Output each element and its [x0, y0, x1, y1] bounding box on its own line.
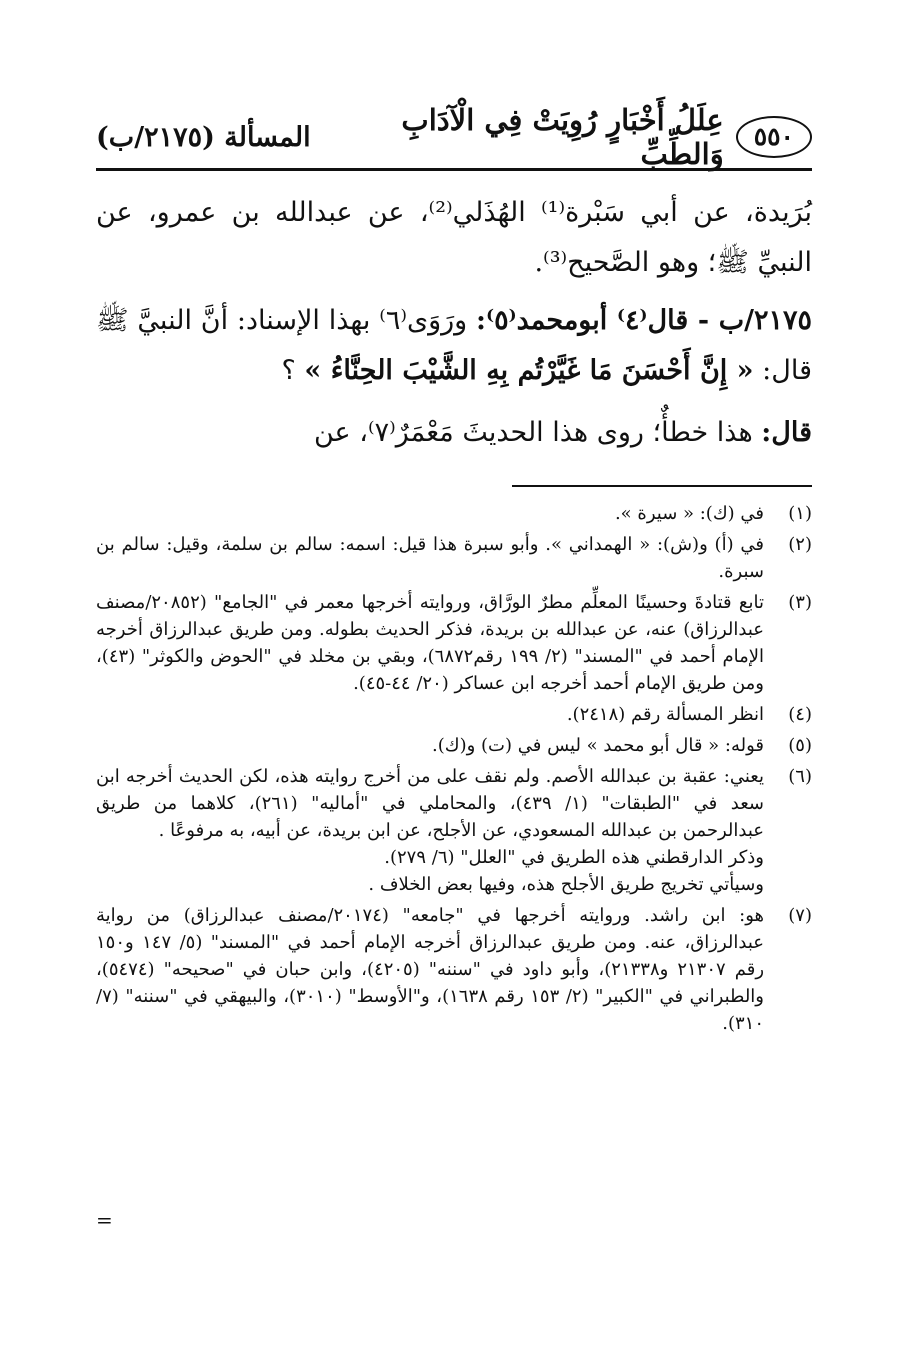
- footnote: [96, 531, 812, 585]
- footnotes: [96, 500, 812, 1041]
- footnote-number: (٥): [788, 735, 812, 756]
- entry-heading: ٢١٧٥/ب - قال⁽٤⁾ أبومحمد⁽٥⁾:: [476, 305, 813, 336]
- footnote-text: قوله: « قال أبو محمد » ليس في (ت) و(ك).: [432, 735, 764, 756]
- footnote: [96, 763, 812, 898]
- qala-label: قال:: [761, 417, 812, 448]
- footnote-text: هو: ابن راشد. وروايته أخرجها في "جامعه" (٢٠١٧٤/مصنف عبدالرزاق) من رواية عبدالرزاق، عنه. ومن طريق عبدالرزاق أخرجه الإمام أحمد في "المسند" (٥/ ١٤٧ و١٥٠ رقم ٢١٣٠٧ و٢١٣٣٨)، وأبو داود في "سننه" (٤٢٠٥)، وابن حبان في "صحيحه" (٥٤٧٤)، والطبراني في "الكبير" (٢/ ١٥٣ رقم ١٦٣٨)، و"الأوسط" (٣٠١٠)، والبيهقي في "سننه" (٧/ ٣١٠).: [96, 905, 765, 1034]
- paragraph-1: بُرَيدة، عن أبي سَبْرة⁽¹⁾ الهُذَلي⁽²⁾، عن عبدالله بن عمرو، عن النبيِّ ﷺ؛ وهو الصَّحيح⁽³⁾.: [96, 197, 812, 278]
- issue-reference: المسألة (٢١٧٥/ب): [96, 121, 311, 153]
- paragraph-3: [96, 408, 812, 458]
- footnote-text: [96, 763, 764, 898]
- paragraph-2: [96, 296, 812, 396]
- footnote-line: وسيأتي تخريج طريق الأجلح هذه، وفيها بعض الخلاف .: [368, 874, 764, 895]
- footnote: [96, 589, 812, 697]
- main-text: [96, 188, 812, 466]
- hadith-quote: « إِنَّ أَحْسَنَ مَا غَيَّرْتُم بِهِ الشَّيْبَ الحِنَّاءُ »: [304, 355, 754, 386]
- footnote-number: (١): [788, 503, 812, 524]
- footnote-text: انظر المسألة رقم (٢٤١٨).: [566, 704, 764, 725]
- footnote-line: يعني: عقبة بن عبدالله الأصم. ولم نقف على من أخرج روايته هذه، لكن الحديث أخرجه ابن سعد في "الطبقات" (١/ ٤٣٩)، والمحاملي في "أماليه" (٢٦١)، كلاهما من طريق عبدالرحمن بن عبدالله المسعودي، عن الأجلح، عن ابن بريدة، عن أبيه، به مرفوعًا .: [96, 766, 764, 841]
- footnote: [96, 500, 812, 527]
- footnote-number: (٧): [788, 905, 812, 926]
- footnote-number: (٤): [788, 704, 812, 725]
- page-number: ٥٥٠: [736, 116, 812, 158]
- footnote-number: (٦): [788, 766, 812, 787]
- paragraph-3-text: هذا خطأٌ؛ روى هذا الحديثَ مَعْمَرٌ⁽٧⁾، عن: [314, 417, 762, 448]
- continuation-mark: =: [96, 1208, 113, 1232]
- footnote: [96, 902, 812, 1037]
- footnote-text: تابع قتادةَ وحسينًا المعلِّم مطرٌ الورَّاق، وروايته أخرجها معمر في "الجامع" (٢٠٨٥٢/مصنف عبدالرزاق) عنه، عن عبدالله بن بريدة، فذكر الحديث بطوله. ومن طريق عبدالرزاق أخرجه الإمام أحمد في "المسند" (٢/ ١٩٩ رقم٦٨٧٢)، وبقي بن مخلد في "الحوض والكوثر" (٤٣)، ومن طريق الإمام أحمد أخرجه ابن عساكر (٢٠/ ٤٤-٤٥).: [96, 592, 764, 694]
- footnote-text: في (ك): « سيرة ».: [614, 503, 764, 524]
- running-header: [96, 103, 812, 171]
- running-title: عِلَلُ أَخْبَارٍ رُوِيَتْ فِي الْآدَابِ وَالطِّبِّ: [401, 103, 724, 171]
- footnote-text: في (أ) و(ش): « الهمداني ». وأبو سبرة هذا قيل: اسمه: سالم بن سلمة، وقيل: سالم بن سبرة.: [96, 534, 764, 582]
- footnote-number: (٣): [788, 592, 812, 613]
- footnote: [96, 732, 812, 759]
- header-rule: [96, 168, 812, 171]
- footnote-number: (٢): [788, 534, 812, 555]
- footnote-line: وذكر الدارقطني هذه الطريق في "العلل" (٦/ ٢٧٩).: [384, 847, 764, 868]
- paragraph-2-end: ؟: [281, 355, 305, 386]
- paragraph-2-text: ورَوَى⁽٦⁾ بهذا الإسناد: أنَّ النبيَّ ﷺ قال:: [96, 305, 812, 386]
- footnote: [96, 701, 812, 728]
- footnote-separator: [512, 485, 812, 487]
